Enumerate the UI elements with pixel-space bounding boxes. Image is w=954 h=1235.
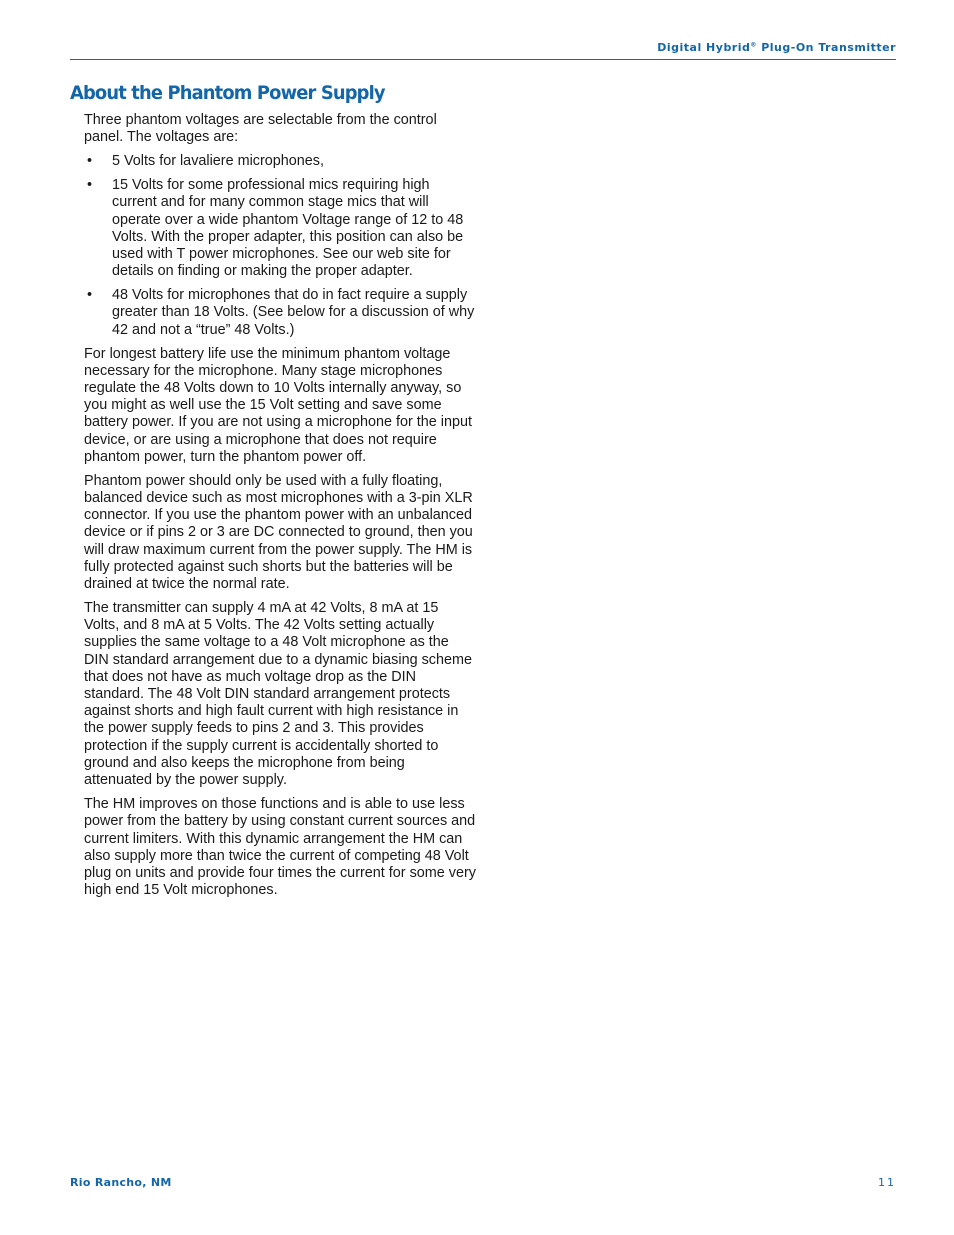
- registered-mark: ®: [750, 41, 757, 49]
- body-column: [84, 112, 476, 906]
- page-number: 11: [878, 1176, 896, 1189]
- running-header-title: [657, 41, 896, 54]
- body-paragraph: Phantom power should only be used with a fully floating, balanced device such as most microphones with a 3-pin XLR connector. If you use the phantom power with an unbalanced device or if pins 2 or 3 are DC connected to ground, then you will draw maximum current from the power supply. The HM is fully protected against such shorts but the batteries will be drained at twice the normal rate.: [84, 472, 473, 593]
- list-item-text: 15 Volts for some professional mics requiring high current and for many common stage mics that will operate over a wide phantom Voltage range of 12 to 48 Volts. With the proper adapter, this position can also be used with T power microphones. See our web site for details on finding or making the proper adapter.: [112, 177, 464, 280]
- bullet-marker: •: [87, 177, 93, 194]
- bullet-marker: •: [87, 287, 93, 304]
- header-title-main: Digital Hybrid: [657, 41, 751, 54]
- list-item-text: 5 Volts for lavaliere microphones,: [112, 153, 324, 170]
- list-item: [84, 177, 476, 280]
- list-item-text: 48 Volts for microphones that do in fact require a supply greater than 18 Volts. (See below for a discussion of why 42 and not a “true” 48 Volts.): [112, 287, 475, 338]
- list-item: [84, 287, 476, 339]
- header-rule: [70, 59, 896, 60]
- section-heading: About the Phantom Power Supply: [70, 82, 385, 104]
- body-paragraph: The HM improves on those functions and is able to use less power from the battery by using constant current sources and current limiters. With this dynamic arrangement the HM can also supply more than twice the current of competing 48 Volt plug on units and provide four times the current for some very high end 15 Volt microphones.: [84, 796, 476, 899]
- body-paragraph: For longest battery life use the minimum phantom voltage necessary for the microphone. Many stage microphones regulate the 48 Volts down to 10 Volts internally anyway, so you might as well use the 15 Volt setting and save some battery power. If you are not using a microphone for the input device, or are using a microphone that does not require phantom power, turn the phantom power off.: [84, 345, 472, 465]
- body-paragraph: The transmitter can supply 4 mA at 42 Volts, 8 mA at 15 Volts, and 8 mA at 5 Volts. The 42 Volts setting actually supplies the same voltage to a 48 Volt microphone as the DIN standard arrangement due to a dynamic biasing scheme that does not have as much voltage drop as the DIN standard. The 48 Volt DIN standard arrangement protects against shorts and high fault current with high resistance in the power supply feeds to pins 2 and 3. This provides protection if the supply current is accidentally shorted to ground and also keeps the microphone from being attenuated by the power supply.: [84, 600, 472, 789]
- header-title-rest: Plug-On Transmitter: [756, 41, 896, 54]
- list-item: [84, 153, 476, 170]
- footer-location: Rio Rancho, NM: [70, 1176, 172, 1189]
- intro-paragraph: Three phantom voltages are selectable from the control panel. The voltages are:: [84, 112, 437, 146]
- voltage-list: [84, 153, 476, 339]
- bullet-marker: •: [87, 153, 93, 170]
